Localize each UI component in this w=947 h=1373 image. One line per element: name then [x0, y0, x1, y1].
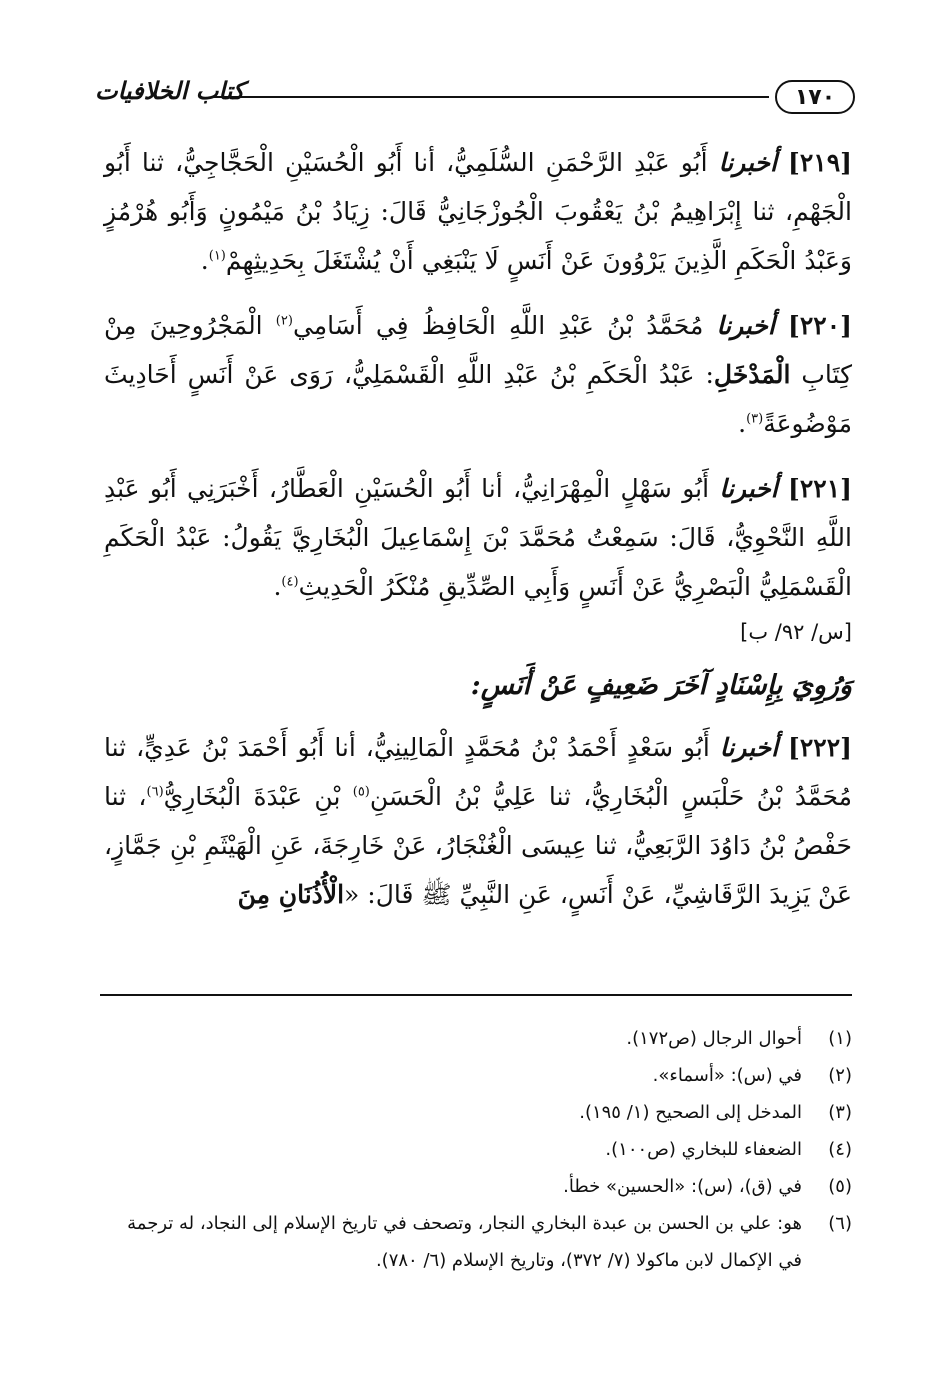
narration-verb: أخبرنا	[718, 148, 777, 177]
footnote-divider	[100, 994, 852, 996]
footnote-marker: (٥)	[352, 784, 370, 800]
main-text	[104, 138, 852, 988]
footnote-marker: (٢)	[275, 313, 293, 329]
hadith-paragraph	[104, 464, 852, 611]
section-subheading: وَرُوِيَ بِإِسْنَادٍ آخَرَ ضَعِيفٍ عَنْ أَنَسٍ:	[470, 670, 852, 701]
footnote-marker: (٤)	[281, 574, 299, 590]
paragraph-text: .	[200, 246, 209, 275]
footnote-text: في (ق)، (س): «الحسين» خطأ.	[563, 1176, 802, 1197]
paragraph-text: الْمَجْرُوحِينَ مِنْ كِتَابِ	[104, 311, 852, 389]
paragraph-text: بْنِ عَبْدَةَ الْبُخَارِيُّ	[163, 782, 353, 811]
paragraph-text: .	[738, 409, 747, 438]
paragraph-text: أَبُو سَعْدٍ أَحْمَدُ بْنُ مُحَمَّدٍ الْمَالِينِيُّ، أنا أَبُو أَحْمَدَ بْنُ عَدِيٍّ، ثنا مُحَمَّدُ بْنُ حَلْبَسٍ الْبُخَارِيُّ، ثنا عَلِيُّ بْنُ الْحَسَنِ	[104, 733, 852, 811]
footnote-item	[100, 1094, 852, 1131]
paragraph-text: أَبُو عَبْدِ الرَّحْمَنِ السُّلَمِيُّ، أنا أَبُو الْحُسَيْنِ الْحَجَّاجِيُّ، ثنا أَبُو الْجَهْمِ، ثنا إِبْرَاهِيمُ بْنُ يَعْقُوبَ الْجُوزْجَانِيُّ قَالَ: زِيَادُ بْنُ مَيْمُونٍ وَأَبُو هُرْمُزٍ وَعَبْدُ الْحَكَمِ الَّذِينَ يَرْوُونَ عَنْ أَنَسٍ لَا يَنْبَغِي أَنْ يُشْتَغَلَ بِحَدِيثِهِمْ	[104, 148, 852, 275]
footnote-item	[100, 1131, 852, 1168]
footnote-item	[100, 1057, 852, 1094]
hadith-paragraph	[104, 138, 852, 285]
footnote-marker: (٦)	[146, 784, 164, 800]
page-number-badge: ١٧٠	[775, 80, 855, 114]
emphasized-text: الْأُذُنَانِ مِنَ	[237, 880, 345, 909]
header-rule	[213, 96, 769, 98]
footnote-item	[100, 1020, 852, 1057]
hadith-paragraph	[104, 723, 852, 919]
footnote-label: (٦)	[828, 1213, 852, 1234]
footnote-label: (٢)	[828, 1065, 852, 1086]
footnotes-list	[100, 1020, 852, 1279]
narration-verb: أخبرنا	[716, 311, 775, 340]
manuscript-reference: [س/ ٩٢/ ب]	[740, 620, 852, 644]
paragraph-number: [٢١٩]	[788, 148, 852, 177]
paragraph-text: مُحَمَّدُ بْنُ عَبْدِ اللَّهِ الْحَافِظُ فِي أَسَامِي	[292, 311, 704, 340]
footnote-label: (٤)	[828, 1139, 852, 1160]
paragraph-text: : عَبْدُ الْحَكَمِ بْنُ عَبْدِ اللَّهِ الْقَسْمَلِيُّ، رَوَى عَنْ أَنَسٍ أَحَادِيثَ مَوْضُوعَةً	[104, 360, 852, 438]
book-title: كتاب الخلافيات	[95, 76, 245, 105]
paragraph-text: أَبُو سَهْلٍ الْمِهْرَانِيُّ، أنا أَبُو الْحُسَيْنِ الْعَطَّارُ، أَخْبَرَنِي أَبُو عَبْدِ اللَّهِ النَّحْوِيُّ، قَالَ: سَمِعْتُ مُحَمَّدَ بْنَ إِسْمَاعِيلَ الْبُخَارِيَّ يَقُولُ: عَبْدُ الْحَكَمِ الْقَسْمَلِيُّ الْبَصْرِيُّ عَنْ أَنَسٍ وَأَبِي الصِّدِّيقِ مُنْكَرُ الْحَدِيثِ	[104, 474, 852, 601]
emphasized-text: الْمَدْخَلِ	[713, 360, 791, 389]
footnote-marker: (١)	[208, 248, 226, 264]
paragraph-number: [٢٢٢]	[788, 733, 852, 762]
footnote-label: (١)	[828, 1028, 852, 1049]
footnote-text: المدخل إلى الصحيح (١/ ١٩٥).	[579, 1102, 802, 1123]
narration-verb: أخبرنا	[719, 474, 778, 503]
footnote-item	[100, 1168, 852, 1205]
footnote-label: (٥)	[828, 1176, 852, 1197]
footnote-text: الضعفاء للبخاري (ص١٠٠).	[605, 1139, 802, 1160]
paragraph-number: [٢٢١]	[788, 474, 852, 503]
page-header	[95, 72, 855, 122]
footnote-text: هو: علي بن الحسن بن عبدة البخاري النجار، وتصحف في تاريخ الإسلام إلى النجاد، له ترجمة في الإكمال لابن ماكولا (٧/ ٣٧٢)، وتاريخ الإسلام (٦/ ٧٨٠).	[127, 1213, 802, 1271]
footnote-text: في (س): «أسماء».	[652, 1065, 802, 1086]
narration-verb: أخبرنا	[719, 733, 779, 762]
footnote-item	[100, 1205, 852, 1279]
paragraph-text: ، ثنا حَفْصُ بْنُ دَاوُدَ الرَّبَعِيُّ، ثنا عِيسَى الْغُنْجَارُ، عَنْ خَارِجَةَ، عَنِ الْهَيْثَمِ بْنِ جَمَّازٍ، عَنْ يَزِيدَ الرَّقَاشِيِّ، عَنْ أَنَسٍ، عَنِ النَّبِيِّ ﷺ قَالَ: «	[104, 782, 852, 909]
paragraph-number: [٢٢٠]	[788, 311, 852, 340]
footnote-marker: (٣)	[746, 411, 764, 427]
paragraph-text: .	[273, 572, 282, 601]
footnote-label: (٣)	[828, 1102, 852, 1123]
hadith-paragraph	[104, 301, 852, 448]
footnote-text: أحوال الرجال (ص١٧٢).	[626, 1028, 802, 1049]
